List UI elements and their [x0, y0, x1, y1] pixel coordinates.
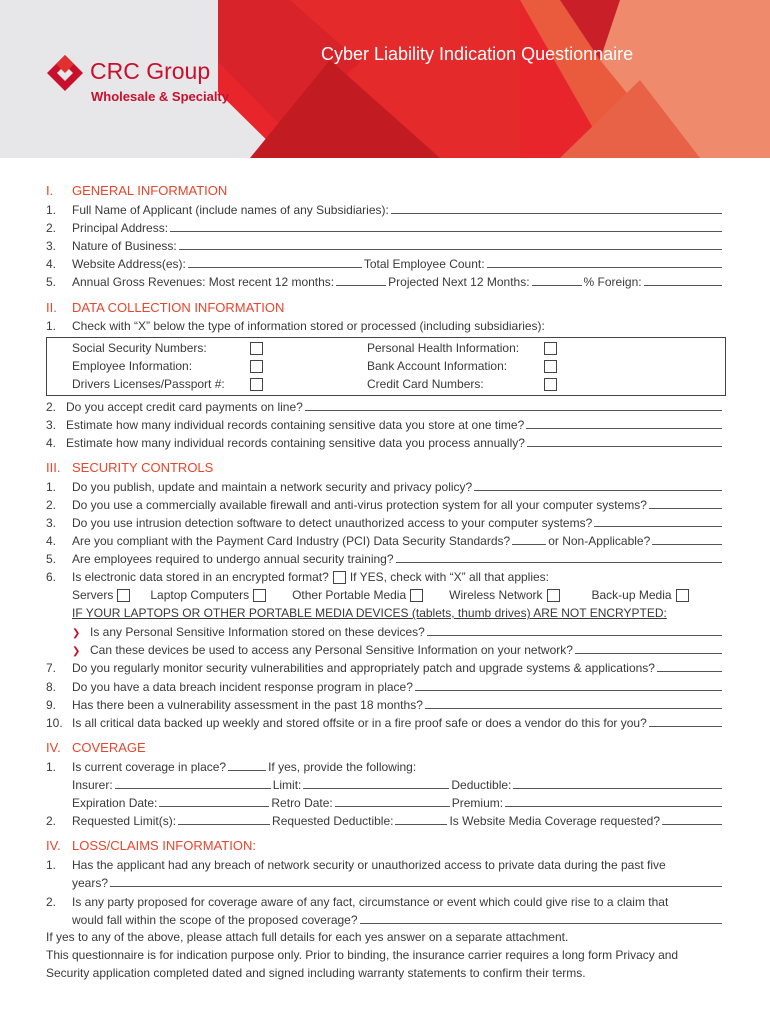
health-info-label: Personal Health Information: [367, 341, 520, 355]
firewall-label: Do you use a commercially available firewall and anti-virus protection system for all your computer systems? [72, 498, 647, 512]
section-title: COVERAGE [72, 740, 146, 755]
pci-na-label: or Non-Applicable? [548, 534, 651, 548]
form-line [46, 657, 724, 675]
employee-count-label: Total Employee Count: [363, 257, 485, 271]
form-line [46, 694, 724, 712]
item-number: 3. [46, 418, 57, 432]
section-title: GENERAL INFORMATION [72, 183, 228, 198]
attachment-note: If yes to any of the above, please attach full details for each yes answer on a separate attachment. [46, 930, 569, 944]
form-line [46, 512, 724, 530]
records-processed-label: Estimate how many individual records containing sensitive data you process annually? [66, 436, 525, 450]
premium-field[interactable] [505, 806, 722, 807]
item-number: 1. [46, 319, 57, 333]
applicant-name-field[interactable] [391, 213, 722, 214]
media-coverage-label: Is Website Media Coverage requested? [449, 814, 661, 828]
item-number: 2. [46, 814, 57, 828]
form-line [46, 602, 724, 620]
encryption-checkbox[interactable] [333, 571, 346, 584]
revenue-projected-label: Projected Next 12 Months: [388, 275, 530, 289]
records-stored-field[interactable] [526, 428, 722, 429]
form-line [46, 253, 724, 271]
records-stored-label: Estimate how many individual records containing sensitive data you store at one time? [66, 418, 525, 432]
wireless-network-checkbox[interactable] [547, 589, 560, 602]
item-number: 5. [46, 552, 57, 566]
form-line [46, 621, 724, 639]
bullet-arrow-icon: ❯ [72, 646, 81, 657]
backup-media-label: Back-up Media [591, 588, 672, 602]
form-line [46, 217, 724, 235]
form-line [46, 792, 724, 810]
item-number: 1. [46, 203, 57, 217]
drivers-license-label: Drivers Licenses/Passport #: [72, 377, 225, 391]
media-options [46, 584, 724, 602]
item-number: 9. [46, 698, 57, 712]
intrusion-detection-label: Do you use intrusion detection software to detect unauthorized access to your computer systems? [72, 516, 593, 530]
credit-card-checkbox[interactable] [544, 378, 557, 391]
website-field[interactable] [188, 267, 362, 268]
item-number: 5. [46, 275, 57, 289]
premium-label: Premium: [451, 796, 504, 810]
form-line [46, 756, 724, 774]
laptops-label: Laptop Computers [150, 588, 250, 602]
credit-card-label: Credit Card Numbers: [367, 377, 484, 391]
vulnerability-monitoring-label: Do you regularly monitor security vulnerabilities and appropriately patch and upgrade systems & applications? [72, 661, 655, 675]
requested-limits-field[interactable] [178, 824, 270, 825]
network-access-label: Can these devices be used to access any Personal Sensitive Information on your network? [90, 643, 573, 657]
item-number: 3. [46, 516, 57, 530]
media-coverage-field[interactable] [662, 824, 722, 825]
item-number: 8. [46, 680, 57, 694]
disclaimer-line-1: This questionnaire is for indication purpose only. Prior to binding, the insurance carrier requires a long form Privacy and [46, 948, 679, 962]
brand-name: CRC Group [90, 58, 211, 84]
security-training-label: Are employees required to undergo annual security training? [72, 552, 394, 566]
section-number: III. [46, 460, 61, 475]
backup-media-checkbox[interactable] [676, 589, 689, 602]
item-number: 2. [46, 498, 57, 512]
disclaimer-line-2: Security application completed dated and signed including warranty statements to confirm their terms. [46, 966, 586, 980]
insurer-field[interactable] [115, 788, 271, 789]
item-number: 2. [46, 895, 57, 909]
item-number: 4. [46, 257, 57, 271]
bank-account-checkbox[interactable] [544, 360, 557, 373]
limit-label: Limit: [272, 778, 302, 792]
revenue-projected-field[interactable] [532, 285, 582, 286]
section-title: DATA COLLECTION INFORMATION [72, 300, 285, 315]
security-policy-label: Do you publish, update and maintain a network security and privacy policy? [72, 480, 473, 494]
bullet-arrow-icon: ❯ [72, 628, 81, 639]
item-number: 6. [46, 570, 57, 584]
item-number: 2. [46, 221, 57, 235]
section-title: SECURITY CONTROLS [72, 460, 214, 475]
vulnerability-assessment-label: Has there been a vulnerability assessment in the past 18 months? [72, 698, 423, 712]
intrusion-detection-field[interactable] [594, 526, 722, 527]
form-line [46, 235, 724, 253]
health-info-checkbox[interactable] [544, 342, 557, 355]
data-backup-label: Is all critical data backed up weekly and stored offsite or in a fire proof safe or does a vendor do this for you? [72, 716, 647, 730]
employee-count-field[interactable] [487, 267, 722, 268]
encryption-instruction: If YES, check with “X” all that applies: [349, 570, 550, 584]
data-type-instruction: Check with “X” below the type of information stored or processed (including subsidiaries): [72, 319, 545, 333]
form-line [46, 639, 724, 657]
incident-response-field[interactable] [415, 690, 722, 691]
revenue-recent-field[interactable] [336, 285, 386, 286]
section-title: LOSS/CLAIMS INFORMATION: [72, 838, 256, 853]
section-number: IV. [46, 838, 61, 853]
current-coverage-field[interactable] [228, 770, 266, 771]
item-number: 1. [46, 480, 57, 494]
form-line [46, 414, 724, 432]
foreign-percent-label: % Foreign: [583, 275, 642, 289]
limit-field[interactable] [303, 788, 449, 789]
revenue-recent-label: Annual Gross Revenues: Most recent 12 months: [72, 275, 335, 289]
item-number: 1. [46, 760, 57, 774]
form-line [46, 548, 724, 566]
data-type-box [46, 337, 726, 396]
deductible-label: Deductible: [451, 778, 512, 792]
page-title: Cyber Liability Indication Questionnaire [321, 44, 634, 64]
principal-address-label: Principal Address: [72, 221, 169, 235]
encryption-label: Is electronic data stored in an encrypted format? [72, 570, 329, 584]
servers-label: Servers [72, 588, 114, 602]
pci-na-field[interactable] [652, 544, 722, 545]
form-line [46, 872, 724, 890]
vulnerability-monitoring-field[interactable] [657, 671, 722, 672]
form-line [46, 854, 724, 872]
website-label: Website Address(es): [72, 257, 186, 271]
portable-devices-heading: IF YOUR LAPTOPS OR OTHER PORTABLE MEDIA DEVICES (tablets, thumb drives) ARE NOT ENCRYPTED: [72, 606, 667, 620]
network-access-field[interactable] [575, 653, 722, 654]
section-heading-loss-claims [46, 838, 256, 853]
principal-address-field[interactable] [170, 231, 722, 232]
vulnerability-assessment-field[interactable] [425, 708, 722, 709]
insurer-label: Insurer: [72, 778, 113, 792]
section-heading-coverage [46, 740, 146, 755]
item-number: 1. [46, 858, 57, 872]
form-line [46, 566, 724, 584]
laptops-checkbox[interactable] [253, 589, 266, 602]
item-number: 2. [46, 400, 57, 414]
item-number: 4. [46, 436, 57, 450]
employee-info-label: Employee Information: [72, 359, 193, 373]
wireless-network-label: Wireless Network [449, 588, 543, 602]
retro-date-field[interactable] [335, 806, 450, 807]
ssn-label: Social Security Numbers: [72, 341, 207, 355]
deductible-field[interactable] [513, 788, 722, 789]
coverage-followup-label: If yes, provide the following: [268, 760, 417, 774]
foreign-percent-field[interactable] [644, 285, 722, 286]
form-line [46, 810, 724, 828]
form-line [46, 494, 724, 512]
portable-media-label: Other Portable Media [292, 588, 407, 602]
form-line [46, 199, 724, 217]
applicant-name-label: Full Name of Applicant (include names of any Subsidiaries): [72, 203, 389, 217]
form-line [46, 396, 724, 414]
brand-tagline: Wholesale & Specialty [91, 89, 229, 104]
pci-field[interactable] [512, 544, 546, 545]
section-number: IV. [46, 740, 61, 755]
form-line [46, 271, 724, 289]
personal-info-stored-field[interactable] [427, 635, 722, 636]
pci-label: Are you compliant with the Payment Card Industry (PCI) Data Security Standards? [72, 534, 511, 548]
security-training-field[interactable] [396, 562, 722, 563]
form-line [46, 676, 724, 694]
section-number: I. [46, 183, 54, 198]
item-number: 10. [46, 716, 63, 730]
form-line [46, 315, 724, 333]
known-circumstance-field[interactable] [360, 923, 722, 924]
known-circumstance-label-cont: would fall within the scope of the proposed coverage? [72, 913, 358, 927]
requested-deductible-field[interactable] [395, 824, 447, 825]
item-number: 7. [46, 661, 57, 675]
expiration-date-field[interactable] [159, 806, 269, 807]
section-heading-data-collection [46, 300, 284, 315]
form-line [46, 909, 724, 927]
portable-media-checkbox[interactable] [410, 589, 423, 602]
nature-of-business-label: Nature of Business: [72, 239, 177, 253]
expiration-date-label: Expiration Date: [72, 796, 158, 810]
card-payments-field[interactable] [305, 410, 722, 411]
form-line [46, 712, 724, 730]
form-line [46, 432, 724, 450]
breach-history-label-cont: years? [72, 876, 109, 890]
drivers-license-checkbox[interactable] [250, 378, 263, 391]
retro-date-label: Retro Date: [271, 796, 333, 810]
form-line [46, 774, 724, 792]
security-policy-field[interactable] [474, 490, 722, 491]
known-circumstance-label: Is any party proposed for coverage aware of any fact, circumstance or event which could give rise to a claim that [72, 895, 669, 909]
servers-checkbox[interactable] [117, 589, 130, 602]
requested-deductible-label: Requested Deductible: [272, 814, 394, 828]
incident-response-label: Do you have a data breach incident response program in place? [72, 680, 413, 694]
section-heading-security [46, 460, 213, 475]
current-coverage-label: Is current coverage in place? [72, 760, 227, 774]
section-number: II. [46, 300, 57, 315]
personal-info-stored-label: Is any Personal Sensitive Information stored on these devices? [90, 625, 425, 639]
form-line [46, 891, 724, 909]
item-number: 4. [46, 534, 57, 548]
records-processed-field[interactable] [527, 446, 722, 447]
bank-account-label: Bank Account Information: [367, 359, 508, 373]
employee-info-checkbox[interactable] [250, 360, 263, 373]
form-line [46, 530, 724, 548]
section-heading-general [46, 183, 227, 198]
firewall-field[interactable] [649, 508, 722, 509]
card-payments-label: Do you accept credit card payments on line? [66, 400, 303, 414]
nature-of-business-field[interactable] [179, 249, 722, 250]
form-line [46, 476, 724, 494]
breach-history-label: Has the applicant had any breach of network security or unauthorized access to private data during the past five [72, 858, 666, 872]
breach-history-field[interactable] [110, 886, 722, 887]
item-number: 3. [46, 239, 57, 253]
requested-limits-label: Requested Limit(s): [72, 814, 177, 828]
data-backup-field[interactable] [649, 726, 722, 727]
ssn-checkbox[interactable] [250, 342, 263, 355]
